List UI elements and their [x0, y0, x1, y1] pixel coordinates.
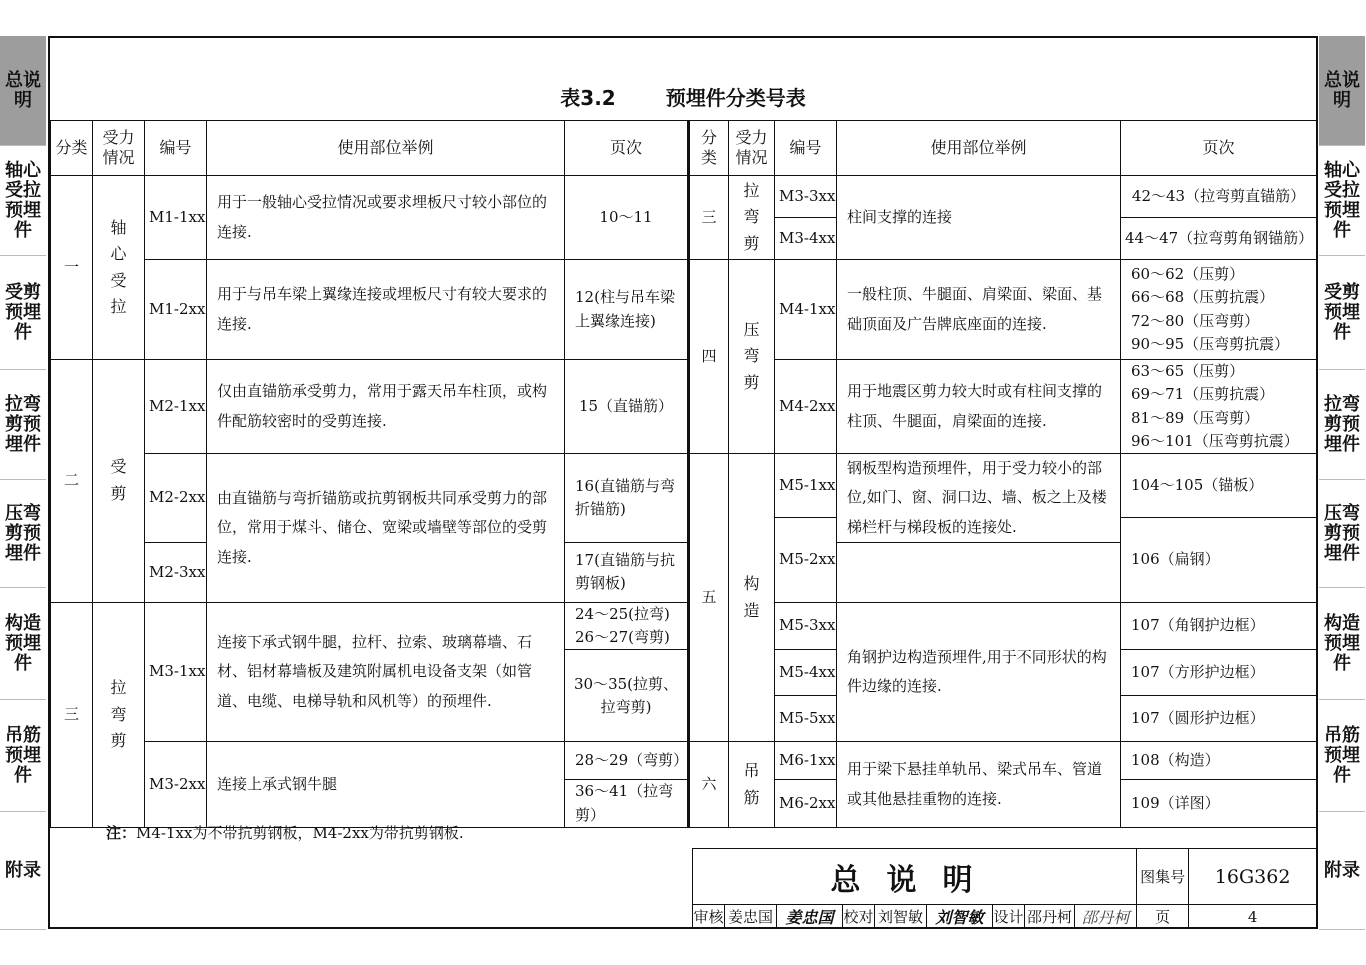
- header-usage-right: 使用部位举例: [837, 121, 1121, 176]
- table-note: [106, 822, 464, 843]
- side-tab-label: 拉弯剪预埋件: [5, 393, 41, 455]
- header-category: 分类: [51, 121, 93, 176]
- header-code: 编号: [145, 121, 207, 176]
- side-tab-tension-bending-shear-right[interactable]: [1319, 370, 1365, 480]
- side-tab-hanger[interactable]: [0, 700, 46, 812]
- header-page-right: 页次: [1121, 121, 1317, 176]
- page-line: 60～62（压剪）: [1131, 265, 1245, 283]
- table-number: 表3.2: [560, 85, 616, 110]
- page-cell: 107（圆形护边框）: [1121, 696, 1317, 742]
- side-tab-axial-tension-right[interactable]: [1319, 146, 1365, 256]
- category-cell: 三: [51, 602, 93, 827]
- force-cell: 压弯剪: [729, 260, 775, 454]
- code-cell: M1-2xx: [145, 260, 207, 360]
- code-cell: M3-3xx: [775, 176, 837, 218]
- page-cell: 107（方形护边框）: [1121, 650, 1317, 696]
- side-tab-appendix[interactable]: [0, 812, 46, 930]
- embedded-parts-table: [50, 120, 1317, 828]
- reviewer-name: 姜忠国: [725, 905, 777, 929]
- page-line: 63～65（压剪）: [1131, 362, 1245, 380]
- category-cell: 四: [689, 260, 729, 454]
- code-cell: M6-2xx: [775, 780, 837, 828]
- side-tab-label: 吊筋预埋件: [5, 724, 41, 786]
- category-cell: 三: [689, 176, 729, 260]
- atlas-number: 16G362: [1189, 849, 1317, 905]
- code-cell: M2-3xx: [145, 542, 207, 602]
- header-force: 受力情况: [93, 121, 145, 176]
- side-tab-axial-tension[interactable]: [0, 146, 46, 256]
- usage-cell: 柱间支撑的连接: [837, 176, 1121, 260]
- side-tab-label: 压弯剪预埋件: [1324, 502, 1360, 564]
- checker-name: 刘智敏: [875, 905, 927, 929]
- page-cell: 109（详图）: [1121, 780, 1317, 828]
- header-code-right: 编号: [775, 121, 837, 176]
- atlas-label: 图集号: [1137, 849, 1189, 905]
- page-cell: 30～35(拉剪、拉弯剪): [565, 650, 689, 742]
- page-line: 72～80（压弯剪）: [1131, 311, 1260, 330]
- side-tab-label: 拉弯剪预埋件: [1324, 393, 1360, 455]
- page-cell: 44～47（拉弯剪角钢锚筋）: [1121, 218, 1317, 260]
- usage-cell: 钢板型构造预埋件，用于受力较小的部位,如门、窗、洞口边、墙、板之上及楼梯栏杆与梯段板的连接处.: [837, 454, 1121, 543]
- side-tab-shear-right[interactable]: [1319, 256, 1365, 370]
- category-cell: 六: [689, 742, 729, 828]
- page-cell: 36～41（拉弯剪）: [565, 780, 689, 828]
- checker-signature: 刘智敏: [927, 905, 993, 929]
- side-tab-tension-bending-shear[interactable]: [0, 370, 46, 480]
- reviewer-signature: 姜忠国: [777, 905, 843, 929]
- side-tab-label: 压弯剪预埋件: [5, 502, 41, 564]
- page-cell: 15（直锚筋）: [565, 360, 689, 454]
- title-block: [692, 848, 1317, 929]
- page-line: 66～68（压剪抗震）: [1131, 288, 1275, 307]
- code-cell: M3-4xx: [775, 218, 837, 260]
- code-cell: M2-1xx: [145, 360, 207, 454]
- page-line: 26～27(弯剪): [575, 628, 670, 646]
- side-tab-label: 构造预埋件: [1324, 612, 1360, 674]
- side-tab-compression-bending-shear-right[interactable]: [1319, 480, 1365, 588]
- usage-cell: 用于一般轴心受拉情况或要求埋板尺寸较小部位的连接.: [207, 176, 565, 260]
- page-cell: 28～29（弯剪）: [565, 742, 689, 780]
- header-usage: 使用部位举例: [207, 121, 565, 176]
- code-cell: M5-4xx: [775, 650, 837, 696]
- usage-cell: 连接上承式钢牛腿: [207, 742, 565, 828]
- side-tab-label: 吊筋预埋件: [1324, 724, 1360, 786]
- check-label: 校对: [843, 905, 875, 929]
- force-cell: 轴心受拉: [93, 176, 145, 360]
- review-label: 审核: [693, 905, 725, 929]
- code-cell: M2-2xx: [145, 454, 207, 543]
- table-caption: 预埋件分类号表: [665, 85, 806, 110]
- page-cell: 12(柱与吊车梁上翼缘连接): [565, 260, 689, 360]
- designer-signature: 邵丹柯: [1075, 905, 1137, 929]
- page-cell: 10～11: [565, 176, 689, 260]
- page-cell: [565, 602, 689, 650]
- designer-name: 邵丹柯: [1025, 905, 1075, 929]
- header-category-right: 分类: [689, 121, 729, 176]
- code-cell: M3-1xx: [145, 602, 207, 742]
- side-tab-label: 受剪预埋件: [1324, 281, 1360, 343]
- code-cell: M5-5xx: [775, 696, 837, 742]
- page-cell: [1121, 260, 1317, 360]
- page-line: 24～25(拉弯): [575, 604, 670, 623]
- design-label: 设计: [993, 905, 1025, 929]
- note-text: M4-1xx为不带抗剪钢板，M4-2xx为带抗剪钢板.: [136, 824, 464, 842]
- code-cell: M3-2xx: [145, 742, 207, 828]
- page-line: 90～95（压弯剪抗震）: [1131, 334, 1290, 353]
- side-tab-label: 轴心受拉预埋件: [1324, 159, 1360, 241]
- side-tab-appendix-right[interactable]: [1319, 812, 1365, 930]
- force-cell: 拉弯剪: [729, 176, 775, 260]
- category-cell: 五: [689, 454, 729, 742]
- side-tab-label: 总说明: [1324, 69, 1360, 111]
- page-cell: 17(直锚筋与抗剪钢板): [565, 542, 689, 602]
- side-tab-label: 轴心受拉预埋件: [5, 159, 41, 241]
- code-cell: M5-3xx: [775, 602, 837, 650]
- force-cell: 受剪: [93, 360, 145, 603]
- usage-cell: 由直锚筋与弯折锚筋或抗剪钢板共同承受剪力的部位，常用于煤斗、储仓、宽梁或墙壁等部位的受剪连接.: [207, 454, 565, 603]
- page-cell: 106（扁钢）: [1121, 518, 1317, 603]
- page-cell: 107（角钢护边框）: [1121, 602, 1317, 650]
- side-tab-compression-bending-shear[interactable]: [0, 480, 46, 588]
- code-cell: M1-1xx: [145, 176, 207, 260]
- side-tab-label: 构造预埋件: [5, 612, 41, 674]
- page-line: 69～71（压剪抗震）: [1131, 385, 1275, 404]
- category-cell: 一: [51, 176, 93, 360]
- side-tab-label: 附录: [1324, 859, 1360, 881]
- code-cell: M4-1xx: [775, 260, 837, 360]
- drawing-title: 总说明: [693, 849, 1137, 905]
- page-cell: 16(直锚筋与弯折锚筋): [565, 454, 689, 543]
- page-cell: 104～105（锚板）: [1121, 454, 1317, 518]
- table-title: [50, 38, 1316, 120]
- side-tab-label: 附录: [5, 859, 41, 881]
- force-cell: 吊筋: [729, 742, 775, 828]
- side-tab-shear[interactable]: [0, 256, 46, 370]
- page-number: 4: [1189, 905, 1317, 929]
- code-cell: M5-1xx: [775, 454, 837, 518]
- page-cell: [1121, 360, 1317, 454]
- side-tab-construction[interactable]: [0, 588, 46, 700]
- code-cell: M5-2xx: [775, 518, 837, 603]
- page-line: 81～89（压弯剪）: [1131, 408, 1260, 427]
- side-tab-label: 总说明: [5, 69, 41, 111]
- side-tab-hanger-right[interactable]: [1319, 700, 1365, 812]
- force-cell: 构造: [729, 454, 775, 742]
- usage-cell: 连接下承式钢牛腿，拉杆、拉索、玻璃幕墙、石材、铝材幕墙板及建筑附属机电设备支架（如管道、电缆、电梯导轨和风机等）的预埋件.: [207, 602, 565, 742]
- usage-cell: 角钢护边构造预埋件,用于不同形状的构件边缘的连接.: [837, 602, 1121, 742]
- force-cell: 拉弯剪: [93, 602, 145, 827]
- category-cell: 二: [51, 360, 93, 603]
- code-cell: M6-1xx: [775, 742, 837, 780]
- usage-cell: 仅由直锚筋承受剪力，常用于露天吊车柱顶，或构件配筋较密时的受剪连接.: [207, 360, 565, 454]
- page-line: 96～101（压弯剪抗震）: [1131, 431, 1299, 450]
- usage-cell: 一般柱顶、牛腿面、肩梁面、梁面、基础顶面及广告牌底座面的连接.: [837, 260, 1121, 360]
- side-tab-general-right[interactable]: [1319, 36, 1365, 146]
- header-page: 页次: [565, 121, 689, 176]
- page-cell: 42～43（拉弯剪直锚筋）: [1121, 176, 1317, 218]
- side-tab-general[interactable]: [0, 36, 46, 146]
- page-cell: 108（构造）: [1121, 742, 1317, 780]
- side-tab-label: 受剪预埋件: [5, 281, 41, 343]
- usage-cell: 用于与吊车梁上翼缘连接或埋板尺寸有较大要求的连接.: [207, 260, 565, 360]
- header-force-right: 受力情况: [729, 121, 775, 176]
- note-label: 注：: [106, 824, 137, 842]
- side-tab-construction-right[interactable]: [1319, 588, 1365, 700]
- usage-cell: 用于梁下悬挂单轨吊、梁式吊车、管道或其他悬挂重物的连接.: [837, 742, 1121, 828]
- usage-cell: 用于地震区剪力较大时或有柱间支撑的柱顶、牛腿面，肩梁面的连接.: [837, 360, 1121, 454]
- page-label: 页: [1137, 905, 1189, 929]
- header-row: [51, 121, 1317, 176]
- code-cell: M4-2xx: [775, 360, 837, 454]
- drawing-frame: [48, 36, 1318, 929]
